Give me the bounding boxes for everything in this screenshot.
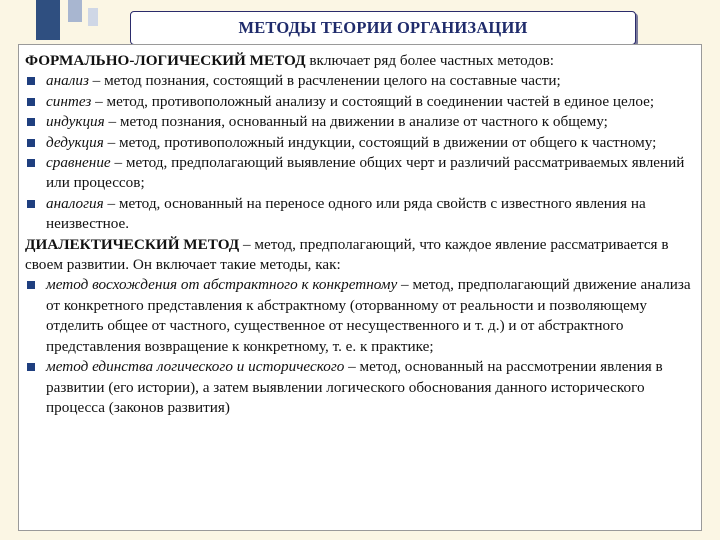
bullet-icon	[27, 139, 35, 147]
method-description: – метод, основанный на переносе одного или ряда свойств с известного явления на неизвестное.	[46, 194, 646, 233]
bullet-icon	[27, 77, 35, 85]
slide-title: МЕТОДЫ ТЕОРИИ ОРГАНИЗАЦИИ	[238, 18, 528, 37]
method-description: – метод, предполагающий выявление общих черт и различий рассматриваемых явлений или процессов;	[46, 154, 685, 192]
list-item	[25, 357, 695, 418]
decorative-square	[88, 8, 98, 26]
method-description: – метод познания, основанный на движении в анализе от частного к общему;	[104, 113, 608, 131]
bullet-icon	[27, 159, 35, 167]
method-term: сравнение	[46, 154, 111, 172]
method-description: – метод, предполагающий движение анализа от конкретного представления к абстрактному (оторванному от реальности и позволяющему отделить общее от частного, существенное от несущественного и т. д.) и от абстрактного представления возвращение к конкретному, т. е. к практике;	[46, 276, 691, 355]
slide-title-box	[130, 11, 636, 45]
list-item	[25, 153, 695, 194]
method-term: синтез	[46, 92, 92, 110]
list-item	[25, 112, 695, 132]
list-item	[25, 92, 695, 112]
method-term: анализ	[46, 72, 89, 90]
formal-method-intro	[25, 51, 695, 71]
method-term: аналогия	[46, 194, 104, 212]
formal-method-heading: ФОРМАЛЬНО-ЛОГИЧЕСКИЙ МЕТОД	[25, 52, 306, 69]
dialectic-method-intro-text: – метод, предполагающий, что каждое явление рассматривается в своем развитии. Он включает такие методы, как:	[25, 235, 669, 274]
list-item	[25, 194, 695, 235]
method-term: дедукция	[46, 133, 104, 151]
decorative-square	[36, 0, 60, 40]
dialectic-method-heading: ДИАЛЕКТИЧЕСКИЙ МЕТОД	[25, 235, 240, 253]
bullet-icon	[27, 98, 35, 106]
list-item	[25, 275, 695, 357]
list-item	[25, 71, 695, 91]
method-description: – метод, противоположный анализу и состоящий в соединении частей в единое целое;	[91, 92, 655, 110]
method-description: – метод, противоположный индукции, состоящий в движении от общего к частному;	[103, 133, 657, 151]
bullet-icon	[27, 281, 35, 289]
method-term: метод единства логического и исторического	[46, 358, 345, 376]
bullet-icon	[27, 118, 35, 126]
dialectic-method-intro	[25, 235, 695, 276]
bullet-icon	[27, 200, 35, 208]
method-term: метод восхождения от абстрактного к конкретному	[46, 276, 398, 294]
slide-content	[18, 44, 702, 531]
decorative-square	[68, 0, 82, 22]
method-term: индукция	[46, 113, 105, 131]
method-description: – метод, основанный на рассмотрении явления в развитии (его истории), а затем выявлении логического обоснования данного исторического процесса (законов развития)	[46, 358, 663, 416]
list-item	[25, 133, 695, 153]
bullet-icon	[27, 363, 35, 371]
method-description: – метод познания, состоящий в расчленении целого на составные части;	[88, 72, 561, 90]
formal-method-intro-text: включает ряд более частных методов:	[305, 52, 555, 69]
